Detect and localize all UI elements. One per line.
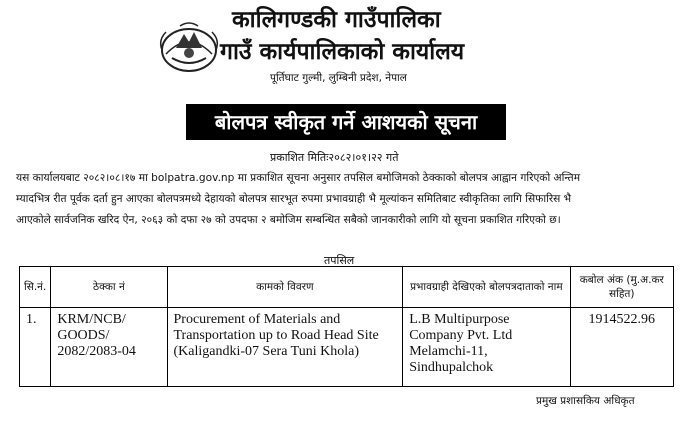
office-name: गाउँ कार्यपालिकाको कार्यालय xyxy=(220,39,465,65)
header-sn: सि.नं. xyxy=(20,267,51,308)
header-work-description: कामको विवरण xyxy=(167,267,403,308)
notice-body-line: यस कार्यालयबाट २०८२।०८।१७ मा bolpatra.gov.np मा प्रकाशित सूचना अनुसार तपसिल बमोजिमको ठेक्काको बोलपत्र आह्वान गरिएको अन्तिम xyxy=(16,172,581,184)
schedule-label: तपसिल xyxy=(324,254,355,267)
notice-body-line: म्यादभित्र रीत पूर्वक दर्ता हुन आएका बोलपत्रमध्ये देहायको बोलपत्र सारभूत रुपमा प्रभावग्राही भै मूल्यांकन समितिबाट स्वीकृतिका लागि सिफारिस भै xyxy=(16,193,572,205)
cell-contract-no: KRM/NCB/ GOODS/ 2082/2083-04 xyxy=(51,308,167,387)
published-date: प्रकाशित मितिः२०८२।०१।२२ गते xyxy=(270,151,399,164)
notice-body-line: आएकोले सार्वजनिक खरिद ऐन, २०६३ को दफा २७ को उपदफा २ बमोजिम सम्बन्धित सबैको जानकारीको लागि यो सूचना प्रकाशित गरिएको छ। xyxy=(16,214,561,226)
table-header-row xyxy=(20,267,674,308)
office-address: पूर्तिघाट गुल्मी, लुम्बिनी प्रदेश, नेपाल xyxy=(270,72,407,84)
header-contract-no: ठेक्का नं xyxy=(51,267,167,308)
municipality-name: कालिगण्डकी गाउँपालिका xyxy=(232,7,441,33)
cell-amount: 1914522.96 xyxy=(570,308,673,387)
government-emblem-icon xyxy=(158,20,220,74)
signature-designation: प्रमुख प्रशासकिय अधिकृत xyxy=(536,395,635,407)
notice-body xyxy=(16,168,676,231)
cell-work-description: Procurement of Materials and Transportation up to Road Head Site (Kaligandki-07 Sera Tuni Khola) xyxy=(167,308,403,387)
cell-bidder: L.B Multipurpose Company Pvt. Ltd Melamchi-11, Sindhupalchok xyxy=(403,308,570,387)
award-table xyxy=(19,266,674,387)
cell-sn: 1. xyxy=(20,308,51,387)
notice-title: बोलपत्र स्वीकृत गर्ने आशयको सूचना xyxy=(186,104,506,140)
header-bidder: प्रभावग्राही देखिएको बोलपत्रदाताको नाम xyxy=(403,267,570,308)
header-amount: कबोल अंक (मु.अ.कर सहित) xyxy=(570,267,673,308)
table-row xyxy=(20,308,674,387)
